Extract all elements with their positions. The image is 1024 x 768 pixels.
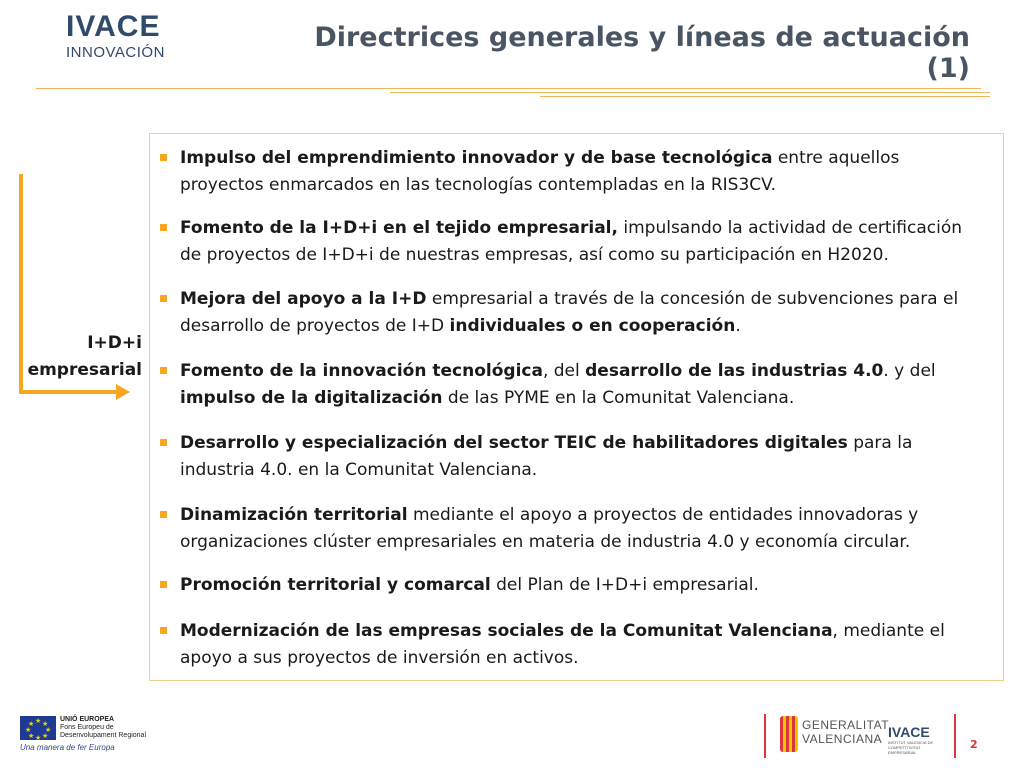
content-panel [149,133,1004,681]
bullet-square-icon [160,224,167,231]
bullet-text: empresarial a través de la concesión de subvenciones para el desarrollo de proyectos de I+D [180,289,959,336]
eu-title: UNIÓ EUROPEA [60,716,115,723]
side-label [20,330,142,384]
generalitat-text [802,718,889,746]
bullet-item [180,286,980,340]
bullet-text: impulsando la actividad de certificación de proyectos de I+D+i de nuestras empresas, así como su participación en H2020. [180,218,963,265]
divider [954,714,956,758]
header-rule-3 [540,96,990,97]
bullet-bold-text: Fomento de la innovación tecnológica [180,361,543,381]
bullet-item [180,502,980,556]
bullet-bold-text: desarrollo de las industrias 4.0 [585,361,884,381]
bullet-bold-text: Fomento de la I+D+i en el tejido empresarial, [180,218,618,238]
header-rule [36,88,981,89]
eu-slogan: Una manera de fer Europa [20,743,115,752]
bullet-bold-text: individuales o en cooperación [449,316,736,336]
page-title: Directrices generales y líneas de actuación (1) [314,22,970,84]
bullet-square-icon [160,367,167,374]
bullet-text: del Plan de I+D+i empresarial. [490,575,759,595]
bullet-square-icon [160,154,167,161]
side-label-line2: empresarial [27,360,142,380]
bullet-text: mediante el apoyo a proyectos de entidades innovadoras y organizaciones clúster empresariales en materia de industria 4.0 y economía circular. [180,505,919,552]
bullet-bold-text: Modernización de las empresas sociales de la Comunitat Valenciana [180,621,833,641]
eu-line2: Fons Europeu de [60,724,114,731]
header-rule-2 [390,92,990,93]
eu-text [60,716,146,740]
side-label-line1: I+D+i [87,333,142,353]
eu-flag-icon: ★ ★ ★ ★ ★ ★ ★ ★ [20,716,56,740]
gv-line1: GENERALITAT [802,718,890,732]
ivace-small-logo: IVACE [888,724,930,740]
page-number: 2 [970,738,978,751]
bullet-square-icon [160,581,167,588]
bullet-bold-text: Promoción territorial y comarcal [180,575,491,595]
bullet-item [180,572,980,599]
bullet-item [180,215,980,269]
bullet-bold-text: Dinamización territorial [180,505,408,525]
bullet-text: . [735,316,741,336]
bullet-square-icon [160,627,167,634]
bullet-square-icon [160,295,167,302]
bullet-text: , del [542,361,586,381]
eu-logo [20,716,230,766]
logo-subtitle: INNOVACIÓN [66,44,165,61]
divider [764,714,766,758]
gv-line2: VALENCIANA [802,732,883,746]
ivace-logo [66,12,186,72]
bullet-bold-text: Desarrollo y especialización del sector TEIC de habilitadores digitales [180,433,848,453]
bullet-text: de las PYME en la Comunitat Valenciana. [442,388,795,408]
bullet-item [180,430,980,484]
bullet-text: entre aquellos proyectos enmarcados en las tecnologías contempladas en la RIS3CV. [180,148,900,195]
eu-line3: Desenvolupament Regional [60,732,146,739]
bullet-item [180,358,980,412]
bullet-bold-text: Mejora del apoyo a la I+D [180,289,427,309]
bracket-horizontal [19,390,119,394]
bullet-square-icon [160,511,167,518]
logo-mark: IVACE [66,10,161,43]
arrow-right-icon [116,384,130,400]
bullet-text: , mediante el apoyo a sus proyectos de inversión en activos. [180,621,945,668]
ivace-small-subtitle: INSTITUT VALENCIÀ DE COMPETITIVITAT EMPRESARIAL [888,740,934,755]
bullet-text: . y del [883,361,936,381]
footer-logos [760,712,960,762]
bullet-item [180,145,980,199]
generalitat-emblem-icon [780,716,798,752]
bullet-item [180,618,980,672]
bullet-bold-text: impulso de la digitalización [180,388,443,408]
bullet-text: para la industria 4.0. en la Comunitat Valenciana. [180,433,913,480]
bullet-square-icon [160,439,167,446]
bullet-bold-text: Impulso del emprendimiento innovador y de base tecnológica [180,148,773,168]
